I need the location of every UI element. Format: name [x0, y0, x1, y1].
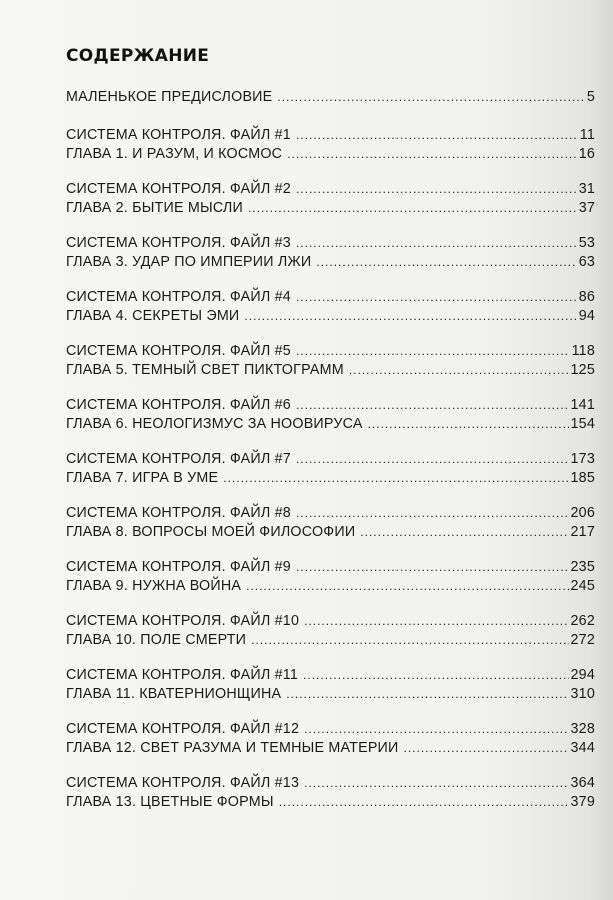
toc-entry-page: 141	[570, 397, 595, 413]
toc-entry-title: ГЛАВА 1. И РАЗУМ, И КОСМОС	[66, 146, 283, 162]
dot-leader	[349, 361, 569, 380]
dot-leader	[304, 720, 568, 739]
toc-entry-title: СИСТЕМА КОНТРОЛЯ. ФАЙЛ #4	[66, 289, 291, 305]
toc-entry-page: 173	[570, 451, 595, 467]
toc-section-group	[66, 342, 595, 380]
toc-entry-file	[66, 342, 595, 361]
dot-leader	[368, 415, 569, 434]
toc-entry-file	[66, 774, 595, 793]
toc-entry-title: СИСТЕМА КОНТРОЛЯ. ФАЙЛ #2	[66, 181, 291, 197]
toc-entry-page: 86	[578, 289, 595, 305]
toc-entry-title: СИСТЕМА КОНТРОЛЯ. ФАЙЛ #10	[66, 613, 300, 629]
toc-entry-chapter	[66, 145, 595, 164]
toc-entry-title: СИСТЕМА КОНТРОЛЯ. ФАЙЛ #6	[66, 397, 291, 413]
toc-entry-page: 118	[571, 343, 595, 359]
toc-entry-page: 364	[570, 775, 595, 791]
toc-entry-file	[66, 558, 595, 577]
toc-entry-page: 217	[570, 524, 595, 540]
toc-entry-file	[66, 126, 595, 145]
toc-entry-file	[66, 180, 595, 199]
toc-entry-page: 53	[578, 235, 595, 251]
dot-leader	[404, 739, 569, 758]
toc-entry-chapter	[66, 361, 595, 380]
toc-entry-title: СИСТЕМА КОНТРОЛЯ. ФАЙЛ #11	[66, 667, 299, 683]
toc-section-group	[66, 126, 595, 164]
dot-leader	[296, 396, 569, 415]
dot-leader	[251, 631, 568, 650]
toc-entry-title: ГЛАВА 8. ВОПРОСЫ МОЕЙ ФИЛОСОФИИ	[66, 524, 356, 540]
toc-entry-title: ГЛАВА 11. КВАТЕРНИОНЩИНА	[66, 686, 282, 702]
toc-entry-chapter	[66, 307, 595, 326]
toc-entry-page: 154	[570, 416, 595, 432]
dot-leader	[296, 504, 569, 523]
toc-preface-group	[66, 88, 595, 107]
toc-entry-page: 125	[570, 362, 595, 378]
toc-entry-title: СИСТЕМА КОНТРОЛЯ. ФАЙЛ #8	[66, 505, 291, 521]
toc-section-group	[66, 450, 595, 488]
toc-entry-page: 294	[570, 667, 595, 683]
toc-entry-page: 235	[570, 559, 595, 575]
toc-entry-page: 37	[578, 200, 595, 216]
toc-entry-file	[66, 720, 595, 739]
dot-leader	[246, 577, 568, 596]
toc-entry-page: 272	[570, 632, 595, 648]
dot-leader	[223, 469, 568, 488]
toc-entry-chapter	[66, 685, 595, 704]
toc-entry-page: 245	[570, 578, 595, 594]
dot-leader	[303, 666, 569, 685]
toc-entry-title: ГЛАВА 7. ИГРА В УМЕ	[66, 470, 219, 486]
dot-leader	[286, 685, 568, 704]
page-title: СОДЕРЖАНИЕ	[66, 46, 210, 66]
dot-leader	[248, 199, 577, 218]
toc-entry-file	[66, 288, 595, 307]
toc-entry-preface	[66, 88, 595, 107]
toc-entry-page: 63	[578, 254, 595, 270]
dot-leader	[296, 126, 578, 145]
dot-leader	[296, 558, 569, 577]
toc-entry-title: ГЛАВА 5. ТЕМНЫЙ СВЕТ ПИКТОГРАММ	[66, 362, 344, 378]
toc-entry-title: МАЛЕНЬКОЕ ПРЕДИСЛОВИЕ	[66, 89, 273, 105]
dot-leader	[287, 145, 576, 164]
dot-leader	[296, 342, 570, 361]
toc-entry-page: 94	[578, 308, 595, 324]
dot-leader	[277, 88, 584, 107]
dot-leader	[304, 774, 568, 793]
toc-entry-title: ГЛАВА 13. ЦВЕТНЫЕ ФОРМЫ	[66, 794, 274, 810]
dot-leader	[316, 253, 576, 272]
toc-entry-title: СИСТЕМА КОНТРОЛЯ. ФАЙЛ #3	[66, 235, 291, 251]
toc-entry-file	[66, 504, 595, 523]
toc-entry-chapter	[66, 793, 595, 812]
toc-entry-title: ГЛАВА 9. НУЖНА ВОЙНА	[66, 578, 242, 594]
toc-entry-page: 5	[586, 89, 595, 105]
dot-leader	[296, 288, 577, 307]
toc-section-group	[66, 774, 595, 812]
toc-entry-page: 16	[578, 146, 595, 162]
toc-entry-title: СИСТЕМА КОНТРОЛЯ. ФАЙЛ #1	[66, 127, 291, 143]
toc-section-group	[66, 234, 595, 272]
toc-entry-title: ГЛАВА 6. НЕОЛОГИЗМУС ЗА НООВИРУСА	[66, 416, 363, 432]
toc-entry-chapter	[66, 469, 595, 488]
toc-entry-page: 344	[570, 740, 595, 756]
toc-section-group	[66, 666, 595, 704]
toc-entry-page: 11	[579, 127, 595, 143]
toc-section-group	[66, 720, 595, 758]
toc-entry-page: 310	[570, 686, 595, 702]
toc-entry-title: ГЛАВА 3. УДАР ПО ИМПЕРИИ ЛЖИ	[66, 254, 312, 270]
toc-entry-title: СИСТЕМА КОНТРОЛЯ. ФАЙЛ #7	[66, 451, 291, 467]
toc-entry-chapter	[66, 199, 595, 218]
toc-entry-file	[66, 666, 595, 685]
toc-section-group	[66, 504, 595, 542]
toc-entry-title: ГЛАВА 4. СЕКРЕТЫ ЭМИ	[66, 308, 240, 324]
toc-entry-chapter	[66, 415, 595, 434]
toc-section-group	[66, 180, 595, 218]
toc-entry-chapter	[66, 253, 595, 272]
dot-leader	[244, 307, 576, 326]
toc-entry-chapter	[66, 577, 595, 596]
toc-section-group	[66, 396, 595, 434]
toc-entry-chapter	[66, 631, 595, 650]
dot-leader	[304, 612, 568, 631]
dot-leader	[296, 180, 577, 199]
toc-entry-page: 262	[570, 613, 595, 629]
toc-entry-title: СИСТЕМА КОНТРОЛЯ. ФАЙЛ #13	[66, 775, 300, 791]
toc-entry-file	[66, 396, 595, 415]
toc-entry-page: 206	[570, 505, 595, 521]
toc-entry-title: ГЛАВА 2. БЫТИЕ МЫСЛИ	[66, 200, 243, 216]
dot-leader	[279, 793, 569, 812]
dot-leader	[360, 523, 568, 542]
toc-entry-page: 379	[570, 794, 595, 810]
toc-entry-chapter	[66, 523, 595, 542]
toc-section-group	[66, 288, 595, 326]
toc-entry-title: ГЛАВА 10. ПОЛЕ СМЕРТИ	[66, 632, 247, 648]
dot-leader	[296, 450, 569, 469]
toc-entry-title: СИСТЕМА КОНТРОЛЯ. ФАЙЛ #5	[66, 343, 291, 359]
toc-entry-page: 328	[570, 721, 595, 737]
toc-entry-file	[66, 450, 595, 469]
table-of-contents	[66, 88, 595, 828]
dot-leader	[296, 234, 577, 253]
toc-entry-file	[66, 234, 595, 253]
toc-entry-title: СИСТЕМА КОНТРОЛЯ. ФАЙЛ #9	[66, 559, 291, 575]
toc-entry-page: 185	[570, 470, 595, 486]
toc-entry-title: СИСТЕМА КОНТРОЛЯ. ФАЙЛ #12	[66, 721, 300, 737]
toc-section-group	[66, 558, 595, 596]
toc-section-group	[66, 612, 595, 650]
toc-entry-title: ГЛАВА 12. СВЕТ РАЗУМА И ТЕМНЫЕ МАТЕРИИ	[66, 740, 399, 756]
toc-entry-file	[66, 612, 595, 631]
toc-entry-chapter	[66, 739, 595, 758]
toc-entry-page: 31	[578, 181, 595, 197]
